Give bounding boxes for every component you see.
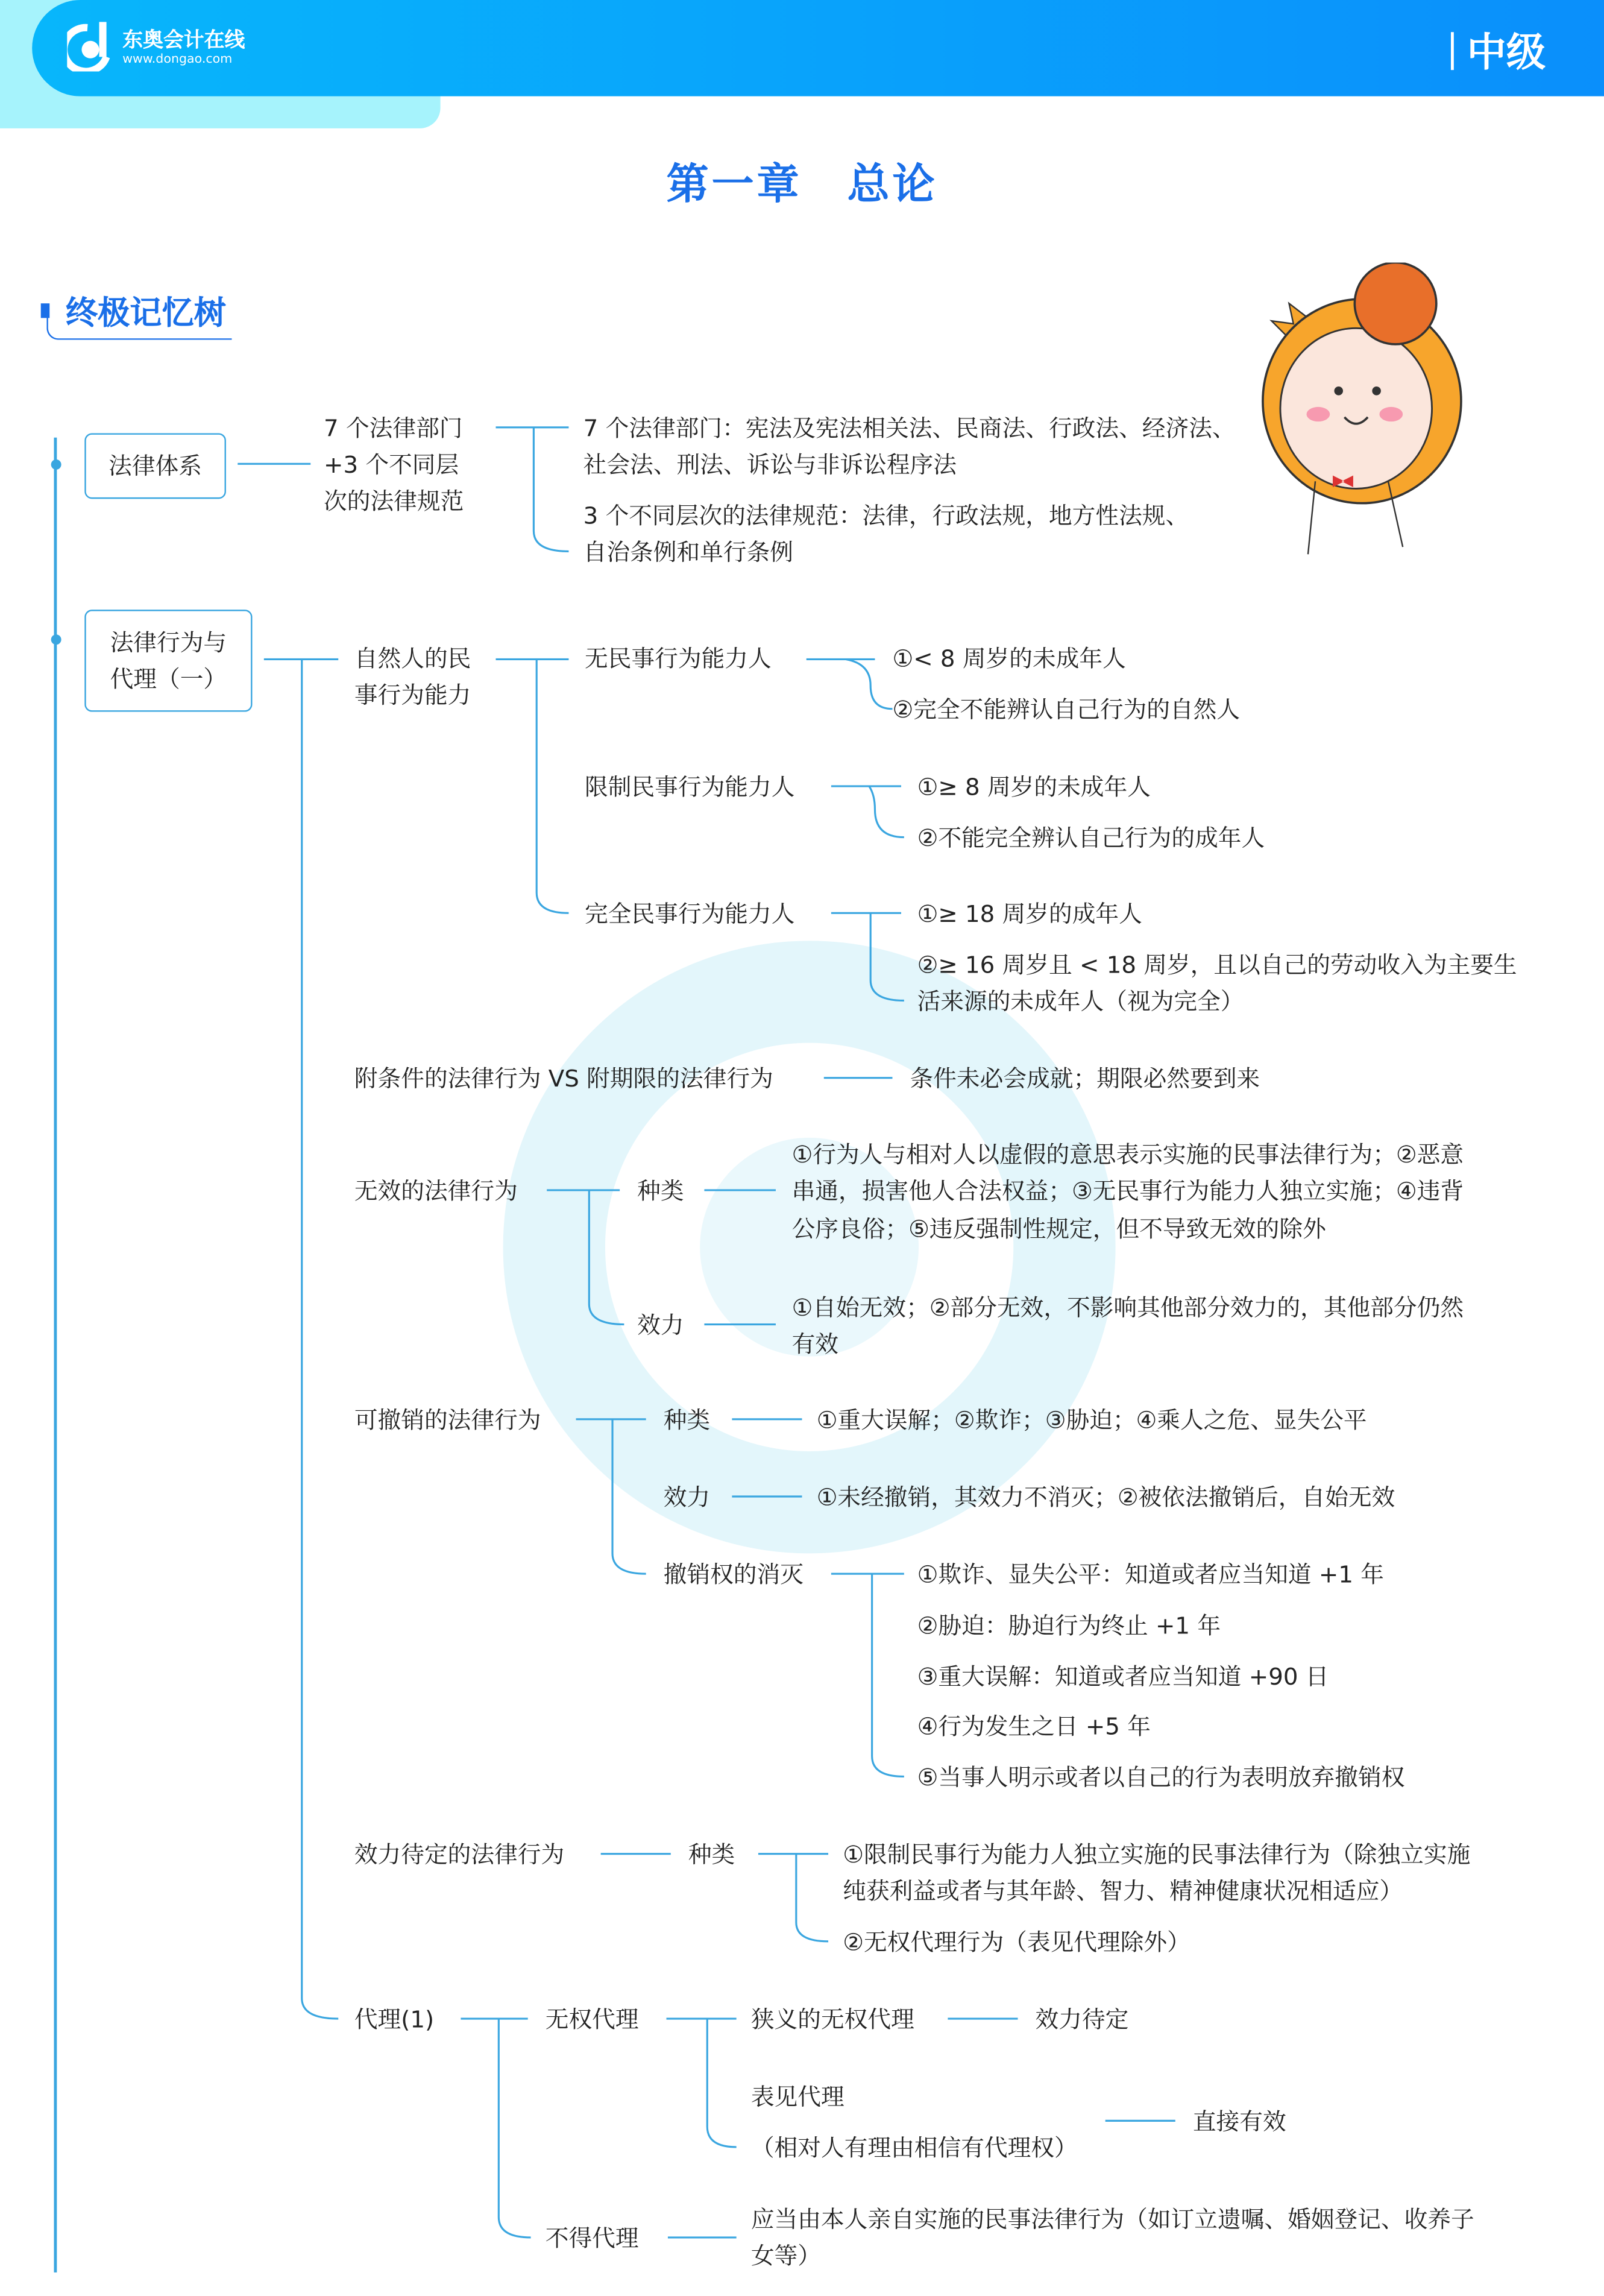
node-text: 附条件的法律行为 VS 附期限的法律行为	[354, 1064, 773, 1093]
node-text: 表见代理	[750, 2083, 844, 2111]
section-title: 终极记忆树	[65, 296, 226, 333]
node-text: 限制民事行为能力人	[585, 773, 795, 801]
leaf-text: 3 个不同层次的法律规范：法律，行政法规，地方性法规、	[583, 502, 1189, 530]
level-label: 中级	[1467, 30, 1546, 76]
node-text: +3 个不同层	[324, 450, 459, 479]
leaf-text: ④行为发生之日 +5 年	[917, 1712, 1151, 1740]
node-text: 完全民事行为能力人	[585, 900, 795, 928]
node-text: 次的法律规范	[324, 487, 464, 515]
leaf-text: ①≥ 8 周岁的未成年人	[917, 773, 1151, 801]
node-text: （相对人有理由相信有代理权）	[750, 2134, 1078, 2162]
node-label: 法律体系	[109, 452, 203, 480]
leaf-text: ②无权代理行为（表见代理除外）	[843, 1928, 1190, 1957]
leaf-text: ⑤当事人明示或者以自己的行为表明放弃撤销权	[917, 1763, 1405, 1791]
leaf-text: 有效	[791, 1330, 839, 1358]
node-legal-system	[84, 433, 226, 499]
leaf-text: ②≥ 16 周岁且 < 18 周岁，且以自己的劳动收入为主要生	[917, 951, 1517, 979]
leaf-text: 直接有效	[1192, 2107, 1286, 2136]
leaf-text: ②胁迫：胁迫行为终止 +1 年	[917, 1612, 1221, 1640]
leaf-text: 自治条例和单行条例	[583, 538, 794, 566]
leaf-text: 纯获利益或者与其年龄、智力、精神健康状况相适应）	[843, 1877, 1403, 1905]
leaf-text: ①自始无效；②部分无效，不影响其他部分效力的，其他部分仍然	[791, 1293, 1464, 1322]
leaf-text: ②不能完全辨认自己行为的成年人	[917, 824, 1265, 852]
node-label: 代理（一）	[110, 665, 227, 693]
leaf-text: 应当由本人亲自实施的民事法律行为（如订立遗嘱、婚姻登记、收养子	[750, 2205, 1474, 2233]
node-legal-acts	[84, 610, 252, 711]
brand-name: 东奥会计在线	[122, 29, 245, 53]
node-text: 无民事行为能力人	[585, 645, 772, 673]
node-text: 种类	[637, 1177, 684, 1205]
node-text: 代理(1)	[354, 2005, 435, 2034]
leaf-text: 公序良俗；⑤违反强制性规定，但不导致无效的除外	[791, 1215, 1326, 1243]
leaf-text: 效力待定	[1035, 2005, 1129, 2034]
node-text: 可撤销的法律行为	[354, 1406, 541, 1434]
node-text: 撤销权的消灭	[663, 1560, 804, 1589]
leaf-text: ①重大误解；②欺诈；③胁迫；④乘人之危、显失公平	[816, 1406, 1367, 1434]
node-text: 无权代理	[545, 2005, 639, 2034]
leaf-text: ①< 8 周岁的未成年人	[892, 645, 1126, 673]
page-title: 第一章 总论	[666, 159, 938, 209]
node-text: 种类	[663, 1406, 711, 1434]
node-label: 法律行为与	[110, 628, 227, 657]
leaf-text: ①行为人与相对人以虚假的意思表示实施的民事法律行为；②恶意	[791, 1140, 1464, 1168]
leaf-text: ①欺诈、显失公平：知道或者应当知道 +1 年	[917, 1560, 1384, 1589]
leaf-text: ①未经撤销，其效力不消灭；②被依法撤销后，自始无效	[816, 1483, 1395, 1512]
leaf-text: 条件未必会成就；期限必然要到来	[910, 1064, 1260, 1093]
leaf-text: ③重大误解：知道或者应当知道 +90 日	[917, 1662, 1329, 1691]
leaf-text: ②完全不能辨认自己行为的自然人	[892, 695, 1241, 724]
node-text: 事行为能力	[354, 681, 471, 709]
node-text: 无效的法律行为	[354, 1177, 518, 1205]
leaf-text: ①限制民事行为能力人独立实施的民事法律行为（除独立实施	[843, 1840, 1471, 1869]
node-text: 狭义的无权代理	[750, 2005, 914, 2034]
node-text: 不得代理	[545, 2224, 639, 2253]
leaf-text: 活来源的未成年人（视为完全）	[917, 987, 1244, 1015]
leaf-text: 女等）	[750, 2242, 821, 2270]
leaf-text: 串通，损害他人合法权益；③无民事行为能力人独立实施；④违背	[791, 1177, 1464, 1205]
leaf-text: ①≥ 18 周岁的成年人	[917, 900, 1142, 928]
brand-url: www.dongao.com	[122, 52, 233, 68]
leaf-text: 7 个法律部门：宪法及宪法相关法、民商法、行政法、经济法、	[583, 414, 1236, 442]
node-text: 种类	[688, 1840, 735, 1869]
leaf-text: 社会法、刑法、诉讼与非诉讼程序法	[583, 450, 957, 479]
node-text: 效力待定的法律行为	[354, 1840, 565, 1869]
node-text: 效力	[637, 1311, 684, 1339]
node-text: 7 个法律部门	[324, 414, 463, 442]
node-text: 自然人的民	[354, 645, 471, 673]
node-text: 效力	[663, 1483, 711, 1512]
